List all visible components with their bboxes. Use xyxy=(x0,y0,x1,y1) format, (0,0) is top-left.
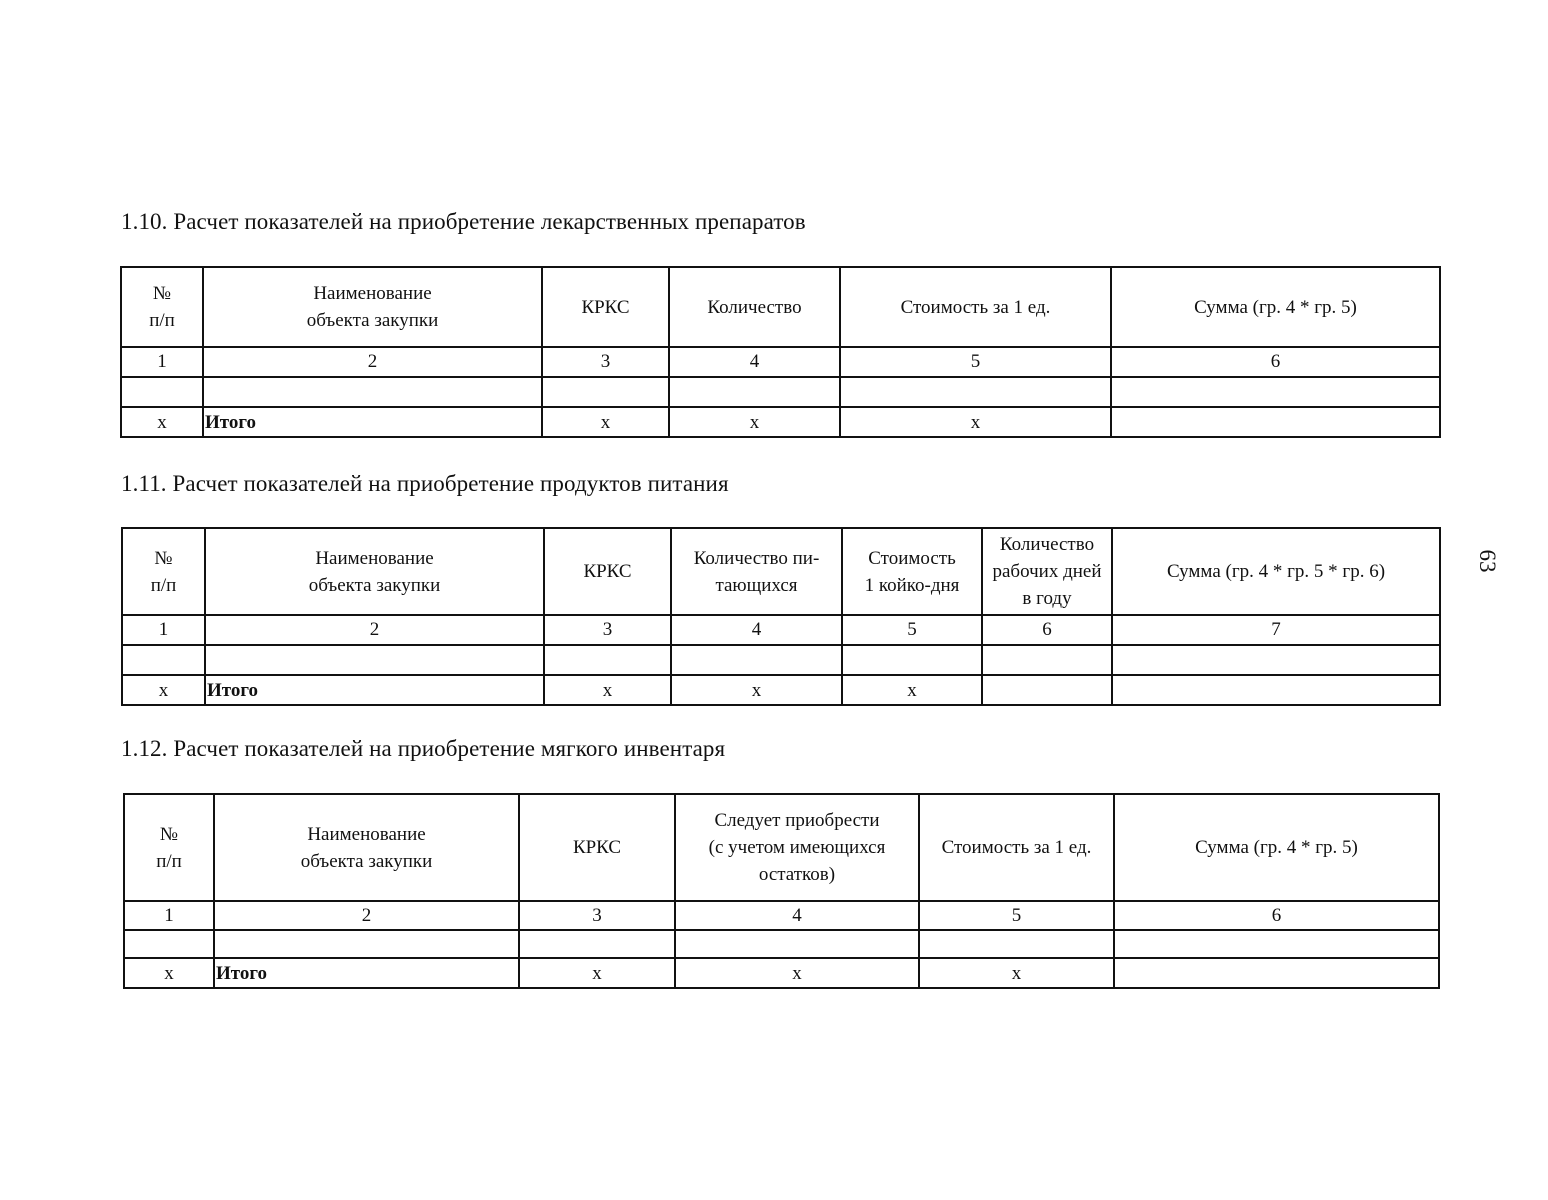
column-number-row xyxy=(122,615,1440,645)
header-text: № xyxy=(152,283,172,304)
total-cell: х xyxy=(675,958,919,988)
header-text: Сумма (гр. 4 * гр. 5) xyxy=(1195,837,1358,858)
header-cell xyxy=(675,794,919,901)
section-title-1-10: 1.10. Расчет показателей на приобретение лекарственных препаратов xyxy=(121,209,806,234)
header-text: № xyxy=(154,547,173,569)
column-number-cell: 2 xyxy=(214,901,519,930)
total-label: Итого xyxy=(203,407,542,437)
header-text: рабочих дней xyxy=(992,561,1102,582)
table-cell xyxy=(1114,930,1439,958)
table-cell xyxy=(205,645,544,675)
column-number-cell: 2 xyxy=(205,615,544,645)
header-text: Стоимость за 1 ед. xyxy=(900,296,1051,318)
header-text: п/п xyxy=(156,850,182,872)
section-title-1-11: 1.11. Расчет показателей на приобретение продуктов питания xyxy=(121,471,729,496)
table-medicines xyxy=(120,266,1441,438)
column-number-cell: 6 xyxy=(1114,901,1439,930)
header-cell xyxy=(842,528,982,615)
header-cell xyxy=(203,267,542,347)
header-row xyxy=(121,267,1440,347)
header-text: тающихся xyxy=(715,574,798,596)
total-cell: х xyxy=(122,675,205,705)
header-cell xyxy=(1114,794,1439,901)
header-cell xyxy=(544,528,671,615)
total-cell: х xyxy=(669,407,840,437)
header-cell xyxy=(519,794,675,901)
total-label: Итого xyxy=(205,675,544,705)
table-cell xyxy=(124,930,214,958)
total-row xyxy=(124,958,1439,988)
total-cell: х xyxy=(542,407,669,437)
total-cell: х xyxy=(671,675,842,705)
header-cell xyxy=(982,528,1112,615)
column-number-row xyxy=(124,901,1439,930)
header-cell xyxy=(122,528,205,615)
column-number-row xyxy=(121,347,1440,377)
header-text: КРКС xyxy=(581,296,630,318)
header-text: КРКС xyxy=(583,561,632,582)
header-text: Наименование xyxy=(313,283,432,304)
column-number-cell: 1 xyxy=(124,901,214,930)
header-cell xyxy=(669,267,840,347)
total-cell: х xyxy=(519,958,675,988)
header-cell xyxy=(124,794,214,901)
table-cell xyxy=(671,645,842,675)
header-text: п/п xyxy=(150,574,177,596)
header-cell xyxy=(671,528,842,615)
total-cell: х xyxy=(544,675,671,705)
header-text: объекта закупки xyxy=(306,310,439,331)
total-cell: х xyxy=(842,675,982,705)
header-row xyxy=(122,528,1440,615)
total-cell: х xyxy=(121,407,203,437)
column-number-cell: 3 xyxy=(519,901,675,930)
column-number-cell: 2 xyxy=(203,347,542,377)
header-text: Следует приобрести xyxy=(714,810,880,831)
header-text: Количество пи- xyxy=(693,547,820,569)
total-row xyxy=(121,407,1440,437)
total-cell xyxy=(982,675,1112,705)
table-row xyxy=(121,377,1440,407)
column-number-cell: 1 xyxy=(122,615,205,645)
total-cell xyxy=(1112,675,1440,705)
header-text: Наименование xyxy=(315,547,434,569)
header-text: Сумма (гр. 4 * гр. 5) xyxy=(1194,296,1357,318)
header-text: Стоимость за 1 ед. xyxy=(941,837,1092,858)
header-cell xyxy=(214,794,519,901)
header-text: Количество xyxy=(999,534,1095,555)
section-title-1-12: 1.12. Расчет показателей на приобретение мягкого инвентаря xyxy=(121,736,726,761)
header-cell xyxy=(1112,528,1440,615)
total-cell xyxy=(1114,958,1439,988)
table-cell xyxy=(840,377,1111,407)
header-text: КРКС xyxy=(572,837,622,858)
table-cell xyxy=(675,930,919,958)
header-cell xyxy=(919,794,1114,901)
column-number-cell: 4 xyxy=(675,901,919,930)
header-cell xyxy=(840,267,1111,347)
header-text: (с учетом имеющихся xyxy=(708,837,886,858)
column-number-cell: 3 xyxy=(544,615,671,645)
column-number-cell: 3 xyxy=(542,347,669,377)
header-text: Стоимость xyxy=(868,547,956,569)
header-cell xyxy=(121,267,203,347)
header-text: п/п xyxy=(149,310,175,331)
table-cell xyxy=(121,377,203,407)
header-text: 1 койко-дня xyxy=(864,574,960,596)
table-cell xyxy=(519,930,675,958)
header-text: остатков) xyxy=(758,864,836,885)
table-cell xyxy=(919,930,1114,958)
column-number-cell: 5 xyxy=(919,901,1114,930)
column-number-cell: 7 xyxy=(1112,615,1440,645)
header-text: в году xyxy=(1022,588,1072,609)
header-text: Количество xyxy=(707,296,802,318)
header-text: № xyxy=(159,823,179,845)
header-cell xyxy=(205,528,544,615)
table-cell xyxy=(122,645,205,675)
page-number: 63 xyxy=(1475,549,1500,573)
table-cell xyxy=(544,645,671,675)
column-number-cell: 4 xyxy=(669,347,840,377)
total-cell: х xyxy=(919,958,1114,988)
total-cell xyxy=(1111,407,1440,437)
column-number-cell: 5 xyxy=(840,347,1111,377)
total-label: Итого xyxy=(214,958,519,988)
header-text: Наименование xyxy=(307,823,426,845)
header-text: объекта закупки xyxy=(300,850,433,872)
column-number-cell: 6 xyxy=(982,615,1112,645)
header-cell xyxy=(1111,267,1440,347)
total-cell: х xyxy=(124,958,214,988)
table-cell xyxy=(669,377,840,407)
table-food xyxy=(121,527,1441,706)
table-row xyxy=(122,645,1440,675)
table-row xyxy=(124,930,1439,958)
table-cell xyxy=(842,645,982,675)
total-row xyxy=(122,675,1440,705)
column-number-cell: 1 xyxy=(121,347,203,377)
column-number-cell: 6 xyxy=(1111,347,1440,377)
table-soft-inventory xyxy=(123,793,1440,989)
header-text: Сумма (гр. 4 * гр. 5 * гр. 6) xyxy=(1166,561,1386,582)
table-cell xyxy=(542,377,669,407)
column-number-cell: 4 xyxy=(671,615,842,645)
table-cell xyxy=(214,930,519,958)
header-row xyxy=(124,794,1439,901)
header-text: объекта закупки xyxy=(308,574,441,596)
table-cell xyxy=(203,377,542,407)
header-cell xyxy=(542,267,669,347)
table-cell xyxy=(1111,377,1440,407)
table-cell xyxy=(982,645,1112,675)
column-number-cell: 5 xyxy=(842,615,982,645)
table-cell xyxy=(1112,645,1440,675)
total-cell: х xyxy=(840,407,1111,437)
